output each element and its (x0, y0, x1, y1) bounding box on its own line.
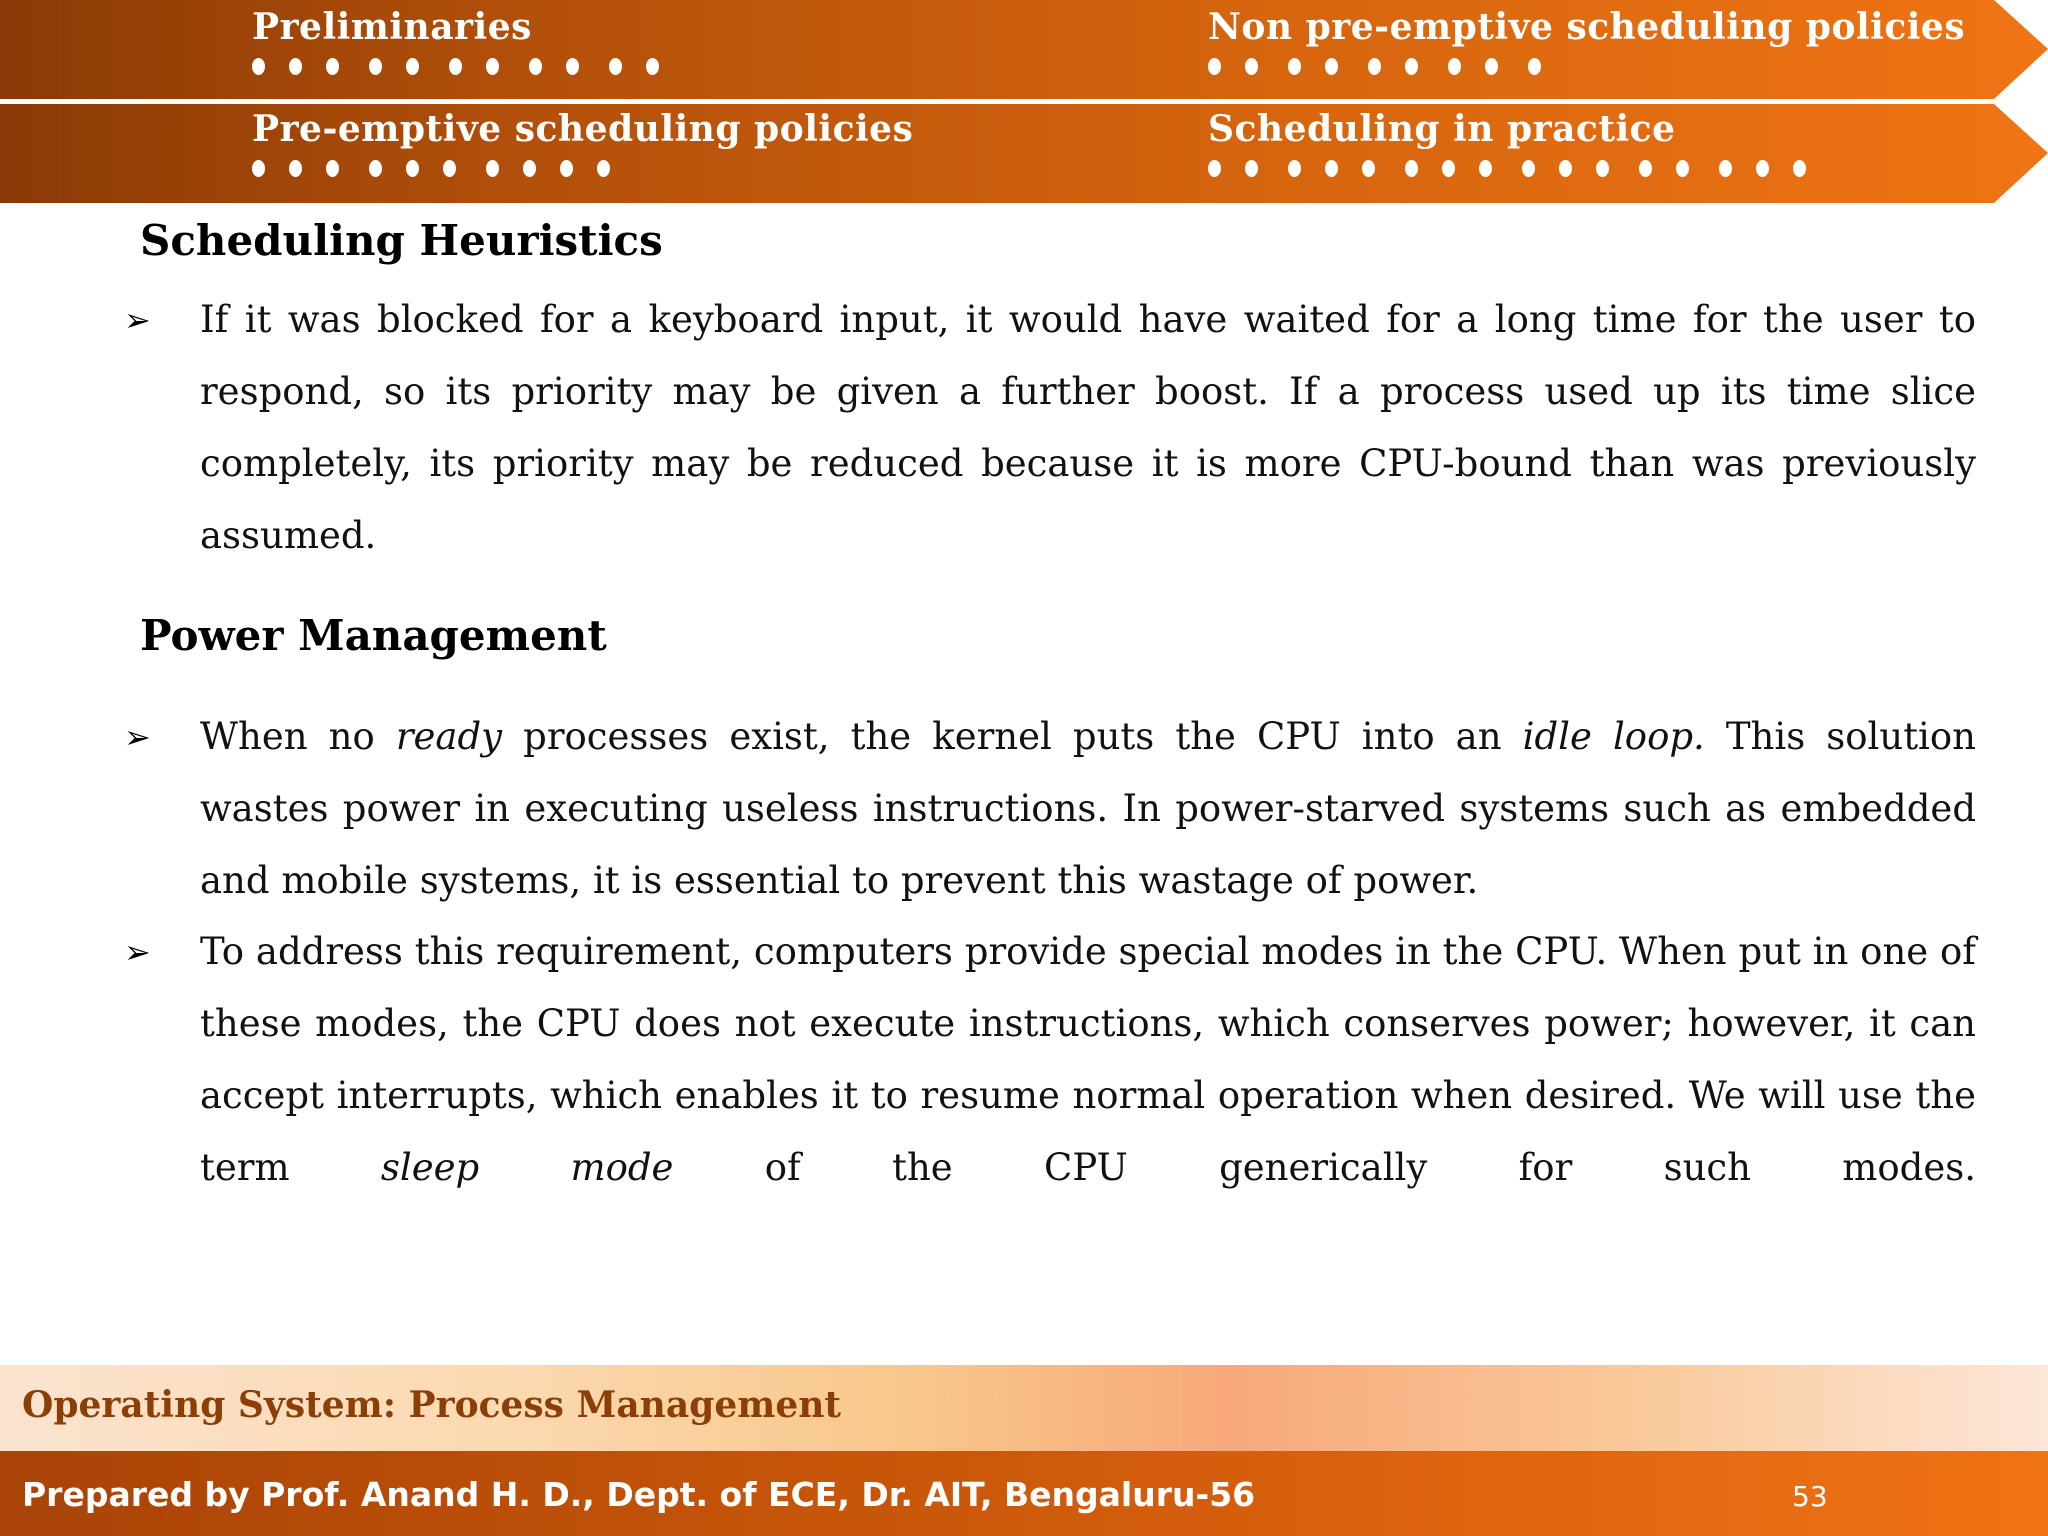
nav-dot-icon[interactable] (1522, 160, 1535, 177)
nav-dot-icon[interactable] (1288, 58, 1301, 75)
nav-dot-icon[interactable] (1208, 160, 1221, 177)
nav-dot-icon[interactable] (609, 58, 622, 75)
nav-dot-icon[interactable] (566, 58, 579, 75)
bullet-item (124, 701, 1976, 917)
footer-author-credit: Prepared by Prof. Anand H. D., Dept. of ECE, Dr. AIT, Bengaluru-56 (22, 1475, 1256, 1514)
nav-dot-icon[interactable] (369, 58, 382, 75)
nav-dot-icon[interactable] (486, 160, 499, 177)
nav-dot-icon[interactable] (369, 160, 382, 177)
nav-dot-icon[interactable] (560, 160, 573, 177)
nav-dot-icon[interactable] (486, 58, 499, 75)
nav-section-title: Non pre-emptive scheduling policies (1208, 6, 1966, 48)
section-heading-scheduling-heuristics: Scheduling Heuristics (140, 216, 663, 265)
nav-dot-icon[interactable] (1362, 160, 1375, 177)
bullet-text: If it was blocked for a keyboard input, it would have waited for a long time for the user to respond, so its priority may be given a further boost. If a process used up its time slice completely, its priority may be reduced because it is more CPU-bound than was previously assumed. (200, 298, 1976, 557)
nav-dot-icon[interactable] (646, 58, 659, 75)
nav-dot-icon[interactable] (289, 58, 302, 75)
nav-dot-icon[interactable] (1676, 160, 1689, 177)
nav-dot-icon[interactable] (252, 58, 265, 75)
nav-dot-icon[interactable] (1639, 160, 1652, 177)
section-heading-power-management: Power Management (140, 611, 607, 660)
nav-dot-icon[interactable] (406, 160, 419, 177)
nav-section-title: Scheduling in practice (1208, 108, 1676, 150)
bullet-text: To address this requirement, computers provide special modes in the CPU. When put in one of these modes, the CPU does not execute instructions, which conserves power; however, it can accept interrupts, which enables it to resume normal operation when desired. We will use the term sleep mode of the CPU generically for such modes. (200, 930, 1976, 1189)
nav-section-non-preemptive[interactable] (1208, 6, 1965, 76)
nav-section-preemptive[interactable] (252, 108, 913, 178)
nav-dot-icon[interactable] (252, 160, 265, 177)
nav-dot-icon[interactable] (1479, 160, 1492, 177)
nav-dot-icon[interactable] (326, 58, 339, 75)
nav-dot-icon[interactable] (443, 160, 456, 177)
nav-section-scheduling-in-practice[interactable] (1208, 108, 1830, 178)
nav-dot-icon[interactable] (529, 58, 542, 75)
page-number: 53 (1792, 1480, 1828, 1513)
nav-dot-icon[interactable] (597, 160, 610, 177)
nav-dot-icon[interactable] (326, 160, 339, 177)
nav-dot-icon[interactable] (1528, 58, 1541, 75)
nav-dot-icon[interactable] (1793, 160, 1806, 177)
arrow-bullet-icon: ➢ (124, 933, 151, 971)
nav-dot-icon[interactable] (406, 58, 419, 75)
nav-section-preliminaries[interactable] (252, 6, 683, 76)
arrow-bullet-icon: ➢ (124, 718, 151, 756)
nav-dot-icon[interactable] (1208, 58, 1221, 75)
nav-dot-icon[interactable] (1405, 58, 1418, 75)
nav-dot-icon[interactable] (1245, 58, 1258, 75)
nav-dot-icon[interactable] (1719, 160, 1732, 177)
bullet-item (124, 284, 1976, 572)
nav-section-title: Preliminaries (252, 6, 532, 48)
nav-dot-icon[interactable] (1756, 160, 1769, 177)
nav-progress-dots (1208, 56, 1965, 76)
nav-dot-icon[interactable] (289, 160, 302, 177)
nav-dot-icon[interactable] (1405, 160, 1418, 177)
nav-progress-dots (252, 158, 913, 178)
nav-separator (0, 99, 2048, 104)
nav-progress-dots (1208, 158, 1830, 178)
nav-dot-icon[interactable] (1485, 58, 1498, 75)
bullet-text: When no ready processes exist, the kernel puts the CPU into an idle loop. This solution wastes power in executing useless instructions. In power-starved systems such as embedded and mobile systems, it is essential to prevent this wastage of power. (200, 715, 1976, 902)
nav-dot-icon[interactable] (1325, 58, 1338, 75)
nav-dot-icon[interactable] (1368, 58, 1381, 75)
nav-dot-icon[interactable] (1596, 160, 1609, 177)
nav-dot-icon[interactable] (1559, 160, 1572, 177)
footer-subject-title: Operating System: Process Management (22, 1384, 842, 1426)
nav-dot-icon[interactable] (523, 160, 536, 177)
nav-dot-icon[interactable] (1442, 160, 1455, 177)
bullet-item (124, 916, 1976, 1204)
nav-dot-icon[interactable] (1325, 160, 1338, 177)
nav-progress-dots (252, 56, 683, 76)
nav-dot-icon[interactable] (1245, 160, 1258, 177)
nav-section-title: Pre-emptive scheduling policies (252, 108, 914, 150)
nav-dot-icon[interactable] (1288, 160, 1301, 177)
arrow-bullet-icon: ➢ (124, 301, 151, 339)
nav-dot-icon[interactable] (449, 58, 462, 75)
nav-dot-icon[interactable] (1448, 58, 1461, 75)
